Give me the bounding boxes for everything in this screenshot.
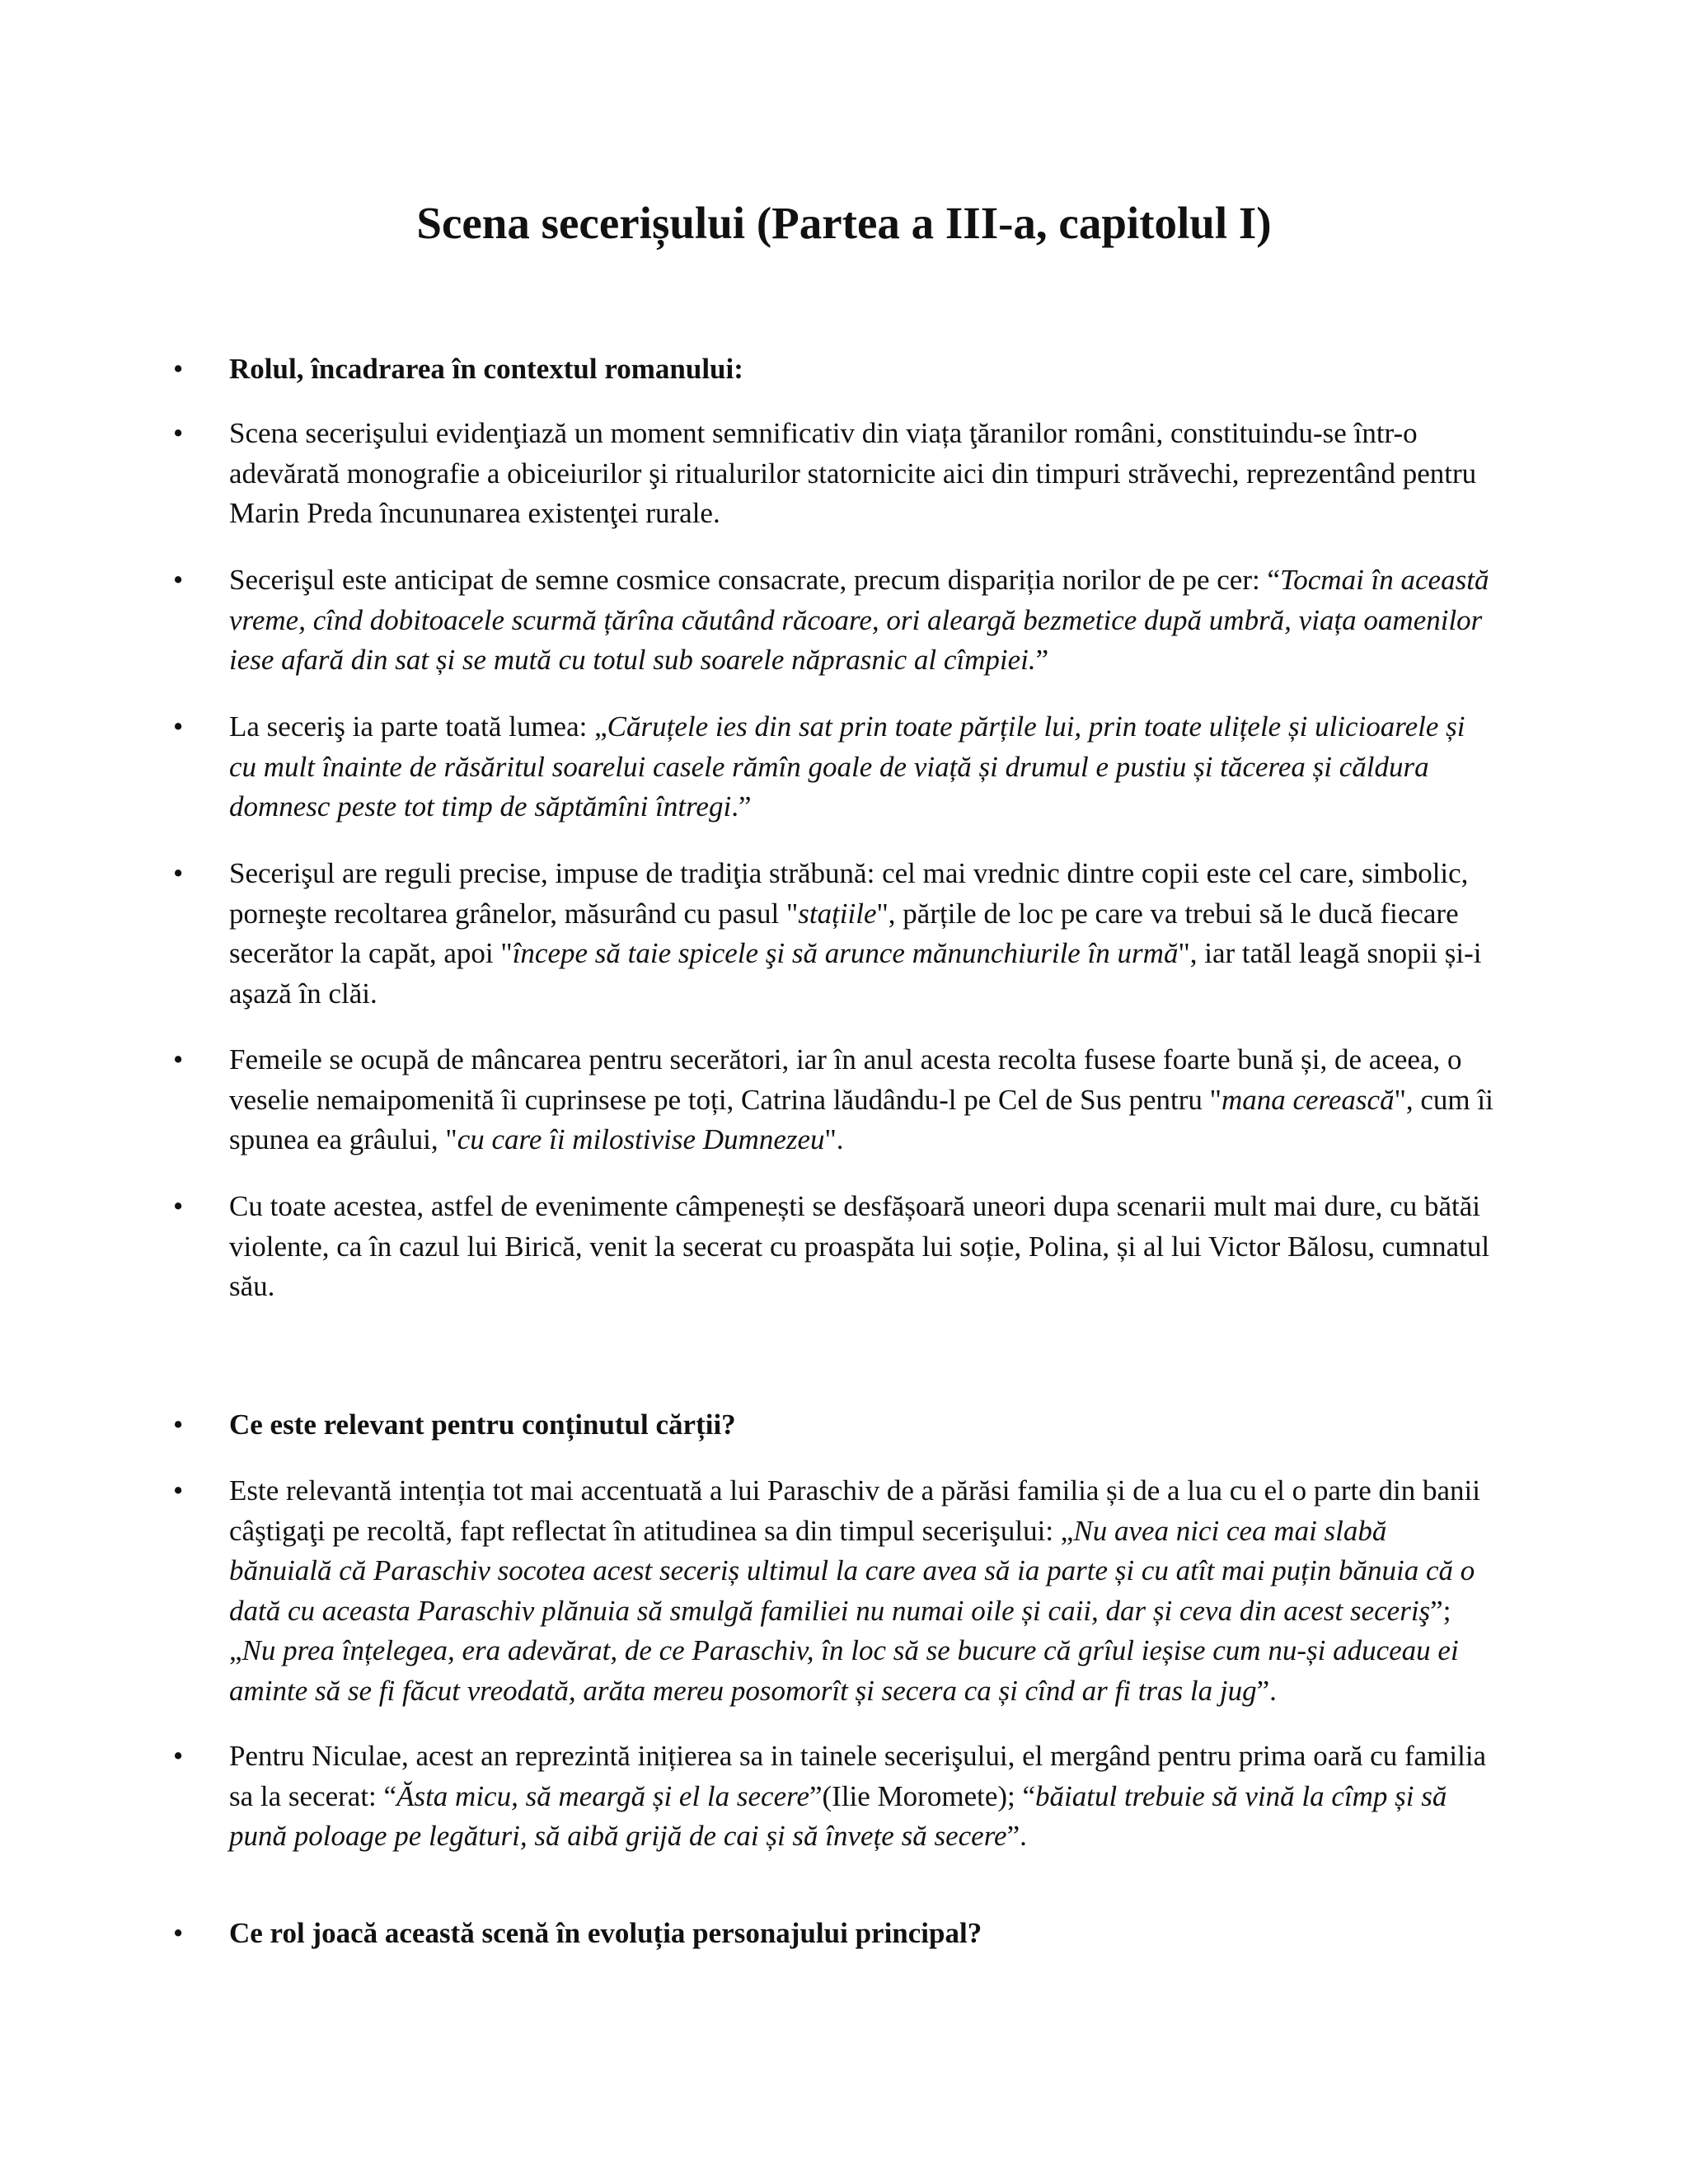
section-heading-relevant: • Ce este relevant pentru conținutul cărții? [175,1405,1493,1446]
quote: cu care îi milostivise Dumnezeu [457,1123,825,1155]
quote: Tocmai în această vreme, cînd dobitoacele scurmă țărîna căutând răcoare, ori aleargă bezmetice după umbră, viața oamenilor iese afară din sat și se mută cu totul sub soarele năprasnic al cîmpiei. [229,564,1489,676]
bullet: • [173,1408,184,1441]
list-item: • Este relevantă intenția tot mai accentuată a lui Paraschiv de a părăsi familia și de a lua cu el o parte din banii câştigaţi pe recoltă, fapt reflectat în atitudinea sa din timpul secerişului: „Nu avea nici cea mai slabă bănuială că Paraschiv socotea acest seceriș ultimul la care avea să ia parte și cu atît mai puțin bănuia că o dată cu aceasta Paraschiv plănuia să smulgă familiei nu numai oile și caii, dar și ceva din acest seceriş”; „Nu prea înțelegea, era adevărat, de ce Paraschiv, în loc să se bucure că grîul ieșise cum nu-și aduceau ei aminte să se fi făcut vreodată, arăta mereu posomorît și secera ca și cînd ar fi tras la jug”. [175,1471,1493,1711]
list-item: • Secerişul are reguli precise, impuse de tradiţia străbună: cel mai vrednic dintre copii este cel care, simbolic, porneşte recoltarea grânelor, măsurând cu pasul "stațiile", părțile de loc pe care va trebui să le ducă fiecare secerător la capăt, apoi "începe să taie spicele şi să arunce mănunchiurile în urmă", iar tatăl leagă snopii și-i aşază în clăi. [175,854,1493,1014]
quote: Ăsta micu, să meargă și el la secere [396,1779,809,1812]
bullet: • [173,710,184,743]
quote: începe să taie spicele şi să arunce mănunchiurile în urmă [512,937,1179,969]
page-title: Scena secerișului (Partea a III-a, capitolul I) [416,198,1272,248]
section-heading-rol-personaj: • Ce rol joacă această scenă în evoluția personajului principal? [175,1914,1493,1954]
list-item: • Cu toate acestea, astfel de evenimente câmpenești se desfășoară uneori dupa scenarii mult mai dure, cu bătăi violente, ca în cazul lui Birică, venit la secerat cu proaspăta lui soție, Polina, și al lui Victor Bălosu, cumnatul său. [175,1187,1493,1307]
quote: stațiile [798,897,877,930]
list-item: • Femeile se ocupă de mâncarea pentru secerători, iar în anul acesta recolta fusese foarte bună și, de aceea, o veselie nemaipomenită îi cuprinsese pe toți, Catrina lăudându-l pe Cel de Sus pentru "mana cerească", cum îi spunea ea grâului, "cu care îi milostivise Dumnezeu". [175,1040,1493,1160]
list-item: • La seceriş ia parte toată lumea: „Căruțele ies din sat prin toate părțile lui, prin toate ulițele și ulicioarele și cu mult înainte de răsăritul soarelui casele rămîn goale de viață și drumul e pustiu și tăcerea și căldura domnesc peste tot timp de săptămîni întregi.” [175,707,1493,827]
bullet: • [173,1917,184,1949]
bullet: • [173,417,184,449]
bullet: • [173,1740,184,1772]
bullet: • [173,353,184,385]
bullet: • [173,564,184,596]
list-item: • Pentru Niculae, acest an reprezintă inițierea sa in tainele secerişului, el mergând pentru prima oară cu familia sa la secerat: “Ăsta micu, să meargă și el la secere”(Ilie Moromete); “băiatul trebuie să vină la cîmp și să pună poloage pe legături, să aibă grijă de cai și să învețe să secere”. [175,1736,1493,1857]
quote: Căruțele ies din sat prin toate părțile lui, prin toate ulițele și ulicioarele și cu mult înainte de răsăritul soarelui casele rămîn goale de viață și drumul e pustiu și tăcerea și căldura domnesc peste tot timp de săptămîni întregi [229,710,1465,823]
list-item: • Secerişul este anticipat de semne cosmice consacrate, precum dispariția norilor de pe cer: “Tocmai în această vreme, cînd dobitoacele scurmă țărîna căutând răcoare, ori aleargă bezmetice după umbră, viața oamenilor iese afară din sat și se mută cu totul sub soarele năprasnic al cîmpiei.” [175,560,1493,681]
list-item: • Scena secerişului evidenţiază un moment semnificativ din viața ţăranilor români, constituindu-se într-o adevărată monografie a obiceiurilor şi ritualurilor statornicite aici din timpuri străvechi, reprezentând pentru Marin Preda încununarea existenţei rurale. [175,414,1493,534]
quote: Nu avea nici cea mai slabă bănuială că Paraschiv socotea acest seceriș ultimul la care avea să ia parte și cu atît mai puțin bănuia că o dată cu aceasta Paraschiv plănuia să smulgă familiei nu numai oile și caii, dar și ceva din acest seceriş [229,1514,1475,1627]
quote: mana cerească [1221,1083,1395,1116]
quote: băiatul trebuie să vină la cîmp și să pună poloage pe legături, să aibă grijă de cai și să învețe să secere [229,1779,1447,1852]
bullet: • [173,1474,184,1507]
section-heading-rolul: • Rolul, încadrarea în contextul romanului: [175,349,1493,390]
quote: Nu prea înțelegea, era adevărat, de ce Paraschiv, în loc să se bucure că grîul ieșise cum nu-și aduceau ei aminte să se fi făcut vreodată, arăta mereu posomorît și secera ca și cînd ar fi tras la jug [229,1634,1459,1707]
bullet: • [173,857,184,889]
bullet: • [173,1190,184,1222]
bullet: • [173,1043,184,1076]
